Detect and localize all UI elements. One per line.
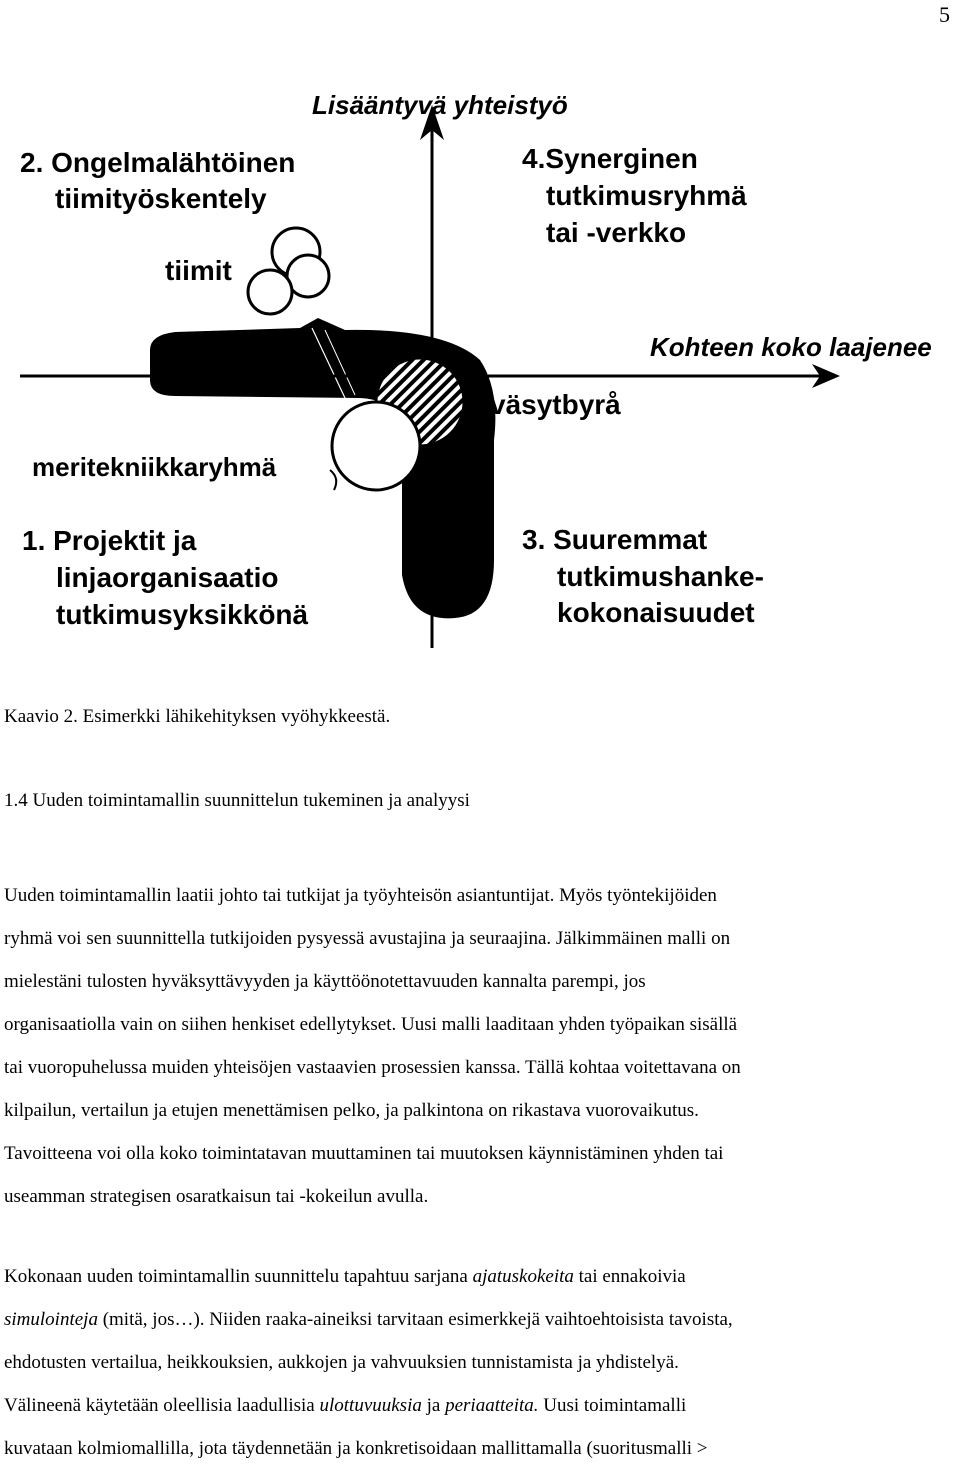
paragraph-line: ryhmä voi sen suunnittella tutkijoiden pysyessä avustajina ja seuraajina. Jälkimmäinen malli on	[4, 928, 731, 949]
page-number: 5	[939, 2, 950, 27]
paragraph-line: Välineenä käytetään oleellisia laadullisia ulottuvuuksia ja periaatteita. Uusi toimintamalli	[4, 1395, 687, 1416]
paragraph-line: Kokonaan uuden toimintamallin suunnittelu tapahtuu sarjana ajatuskokeita tai ennakoivia	[4, 1266, 686, 1287]
quadrant-4-line-1: 4.Synerginen	[522, 143, 698, 174]
white-circle	[332, 402, 420, 490]
team-circle	[248, 270, 292, 314]
quadrant-3-line-1: 3. Suuremmat	[522, 524, 708, 555]
paragraph-line: kilpailun, vertailun ja etujen menettämisen pelko, ja palkintona on rikastava vuorovaikutus.	[4, 1100, 699, 1121]
quadrant-2-line-1: 2. Ongelmalähtöinen	[20, 147, 296, 178]
vasytbyra-label: väsytbyrå	[490, 389, 621, 420]
top-axis-label: Lisääntyvä yhteistyö	[312, 90, 568, 120]
quadrant-4-line-3: tai -verkko	[546, 217, 687, 248]
paragraph-line: Tavoitteena voi olla koko toimintatavan muuttaminen tai muutoksen käynnistäminen yhden tai	[4, 1143, 724, 1164]
paragraph-line: kuvataan kolmiomallilla, jota täydennetään ja konkretisoidaan mallittamalla (suoritusmalli >	[4, 1438, 708, 1459]
paragraph-line: ehdotusten vertailua, heikkouksien, aukkojen ja vahvuuksien tunnistamista ja yhdistelyä.	[4, 1352, 679, 1373]
quadrant-3-line-2: tutkimushanke-	[557, 561, 764, 592]
section-heading: 1.4 Uuden toimintamallin suunnittelun tukeminen ja analyysi	[4, 790, 470, 811]
quadrant-1-line-1: 1. Projektit ja	[22, 525, 197, 556]
paragraph-line: organisaatiolla vain on siihen henkiset edellytykset. Uusi malli laaditaan yhden työpaikan sisällä	[4, 1014, 738, 1035]
quadrant-3-line-3: kokonaisuudet	[557, 597, 755, 628]
paragraph-1	[4, 874, 956, 1218]
quadrant-1-line-3: tutkimusyksikkönä	[56, 599, 309, 630]
development-zone-diagram	[0, 0, 960, 660]
right-axis-label: Kohteen koko laajenee	[650, 332, 932, 362]
teams-label: tiimit	[165, 255, 232, 286]
quadrant-2-line-2: tiimityöskentely	[55, 183, 267, 214]
paragraph-line: tai vuoropuhelussa muiden yhteisöjen vastaavien prosessien kanssa. Tällä kohtaa voitettavana on	[4, 1057, 741, 1078]
paragraph-line: simulointeja (mitä, jos…). Niiden raaka-aineiksi tarvitaan esimerkkejä vaihtoehtoisista tavoista,	[4, 1309, 733, 1330]
paragraph-line: useamman strategisen osaratkaisun tai -kokeilun avulla.	[4, 1186, 429, 1207]
quadrant-4-line-2: tutkimusryhmä	[546, 180, 747, 211]
marine-group-label: meritekniikkaryhmä	[32, 452, 277, 482]
quadrant-1-line-2: linjaorganisaatio	[56, 562, 279, 593]
paragraph-line: mielestäni tulosten hyväksyttävyyden ja käyttöönotettavuuden kannalta parempi, jos	[4, 971, 646, 992]
figure-caption: Kaavio 2. Esimerkki lähikehityksen vyöhykkeestä.	[4, 706, 391, 727]
paragraph-line: Uuden toimintamallin laatii johto tai tutkijat ja työyhteisön asiantuntijat. Myös työntekijöiden	[4, 885, 717, 906]
paragraph-2	[4, 1255, 956, 1470]
